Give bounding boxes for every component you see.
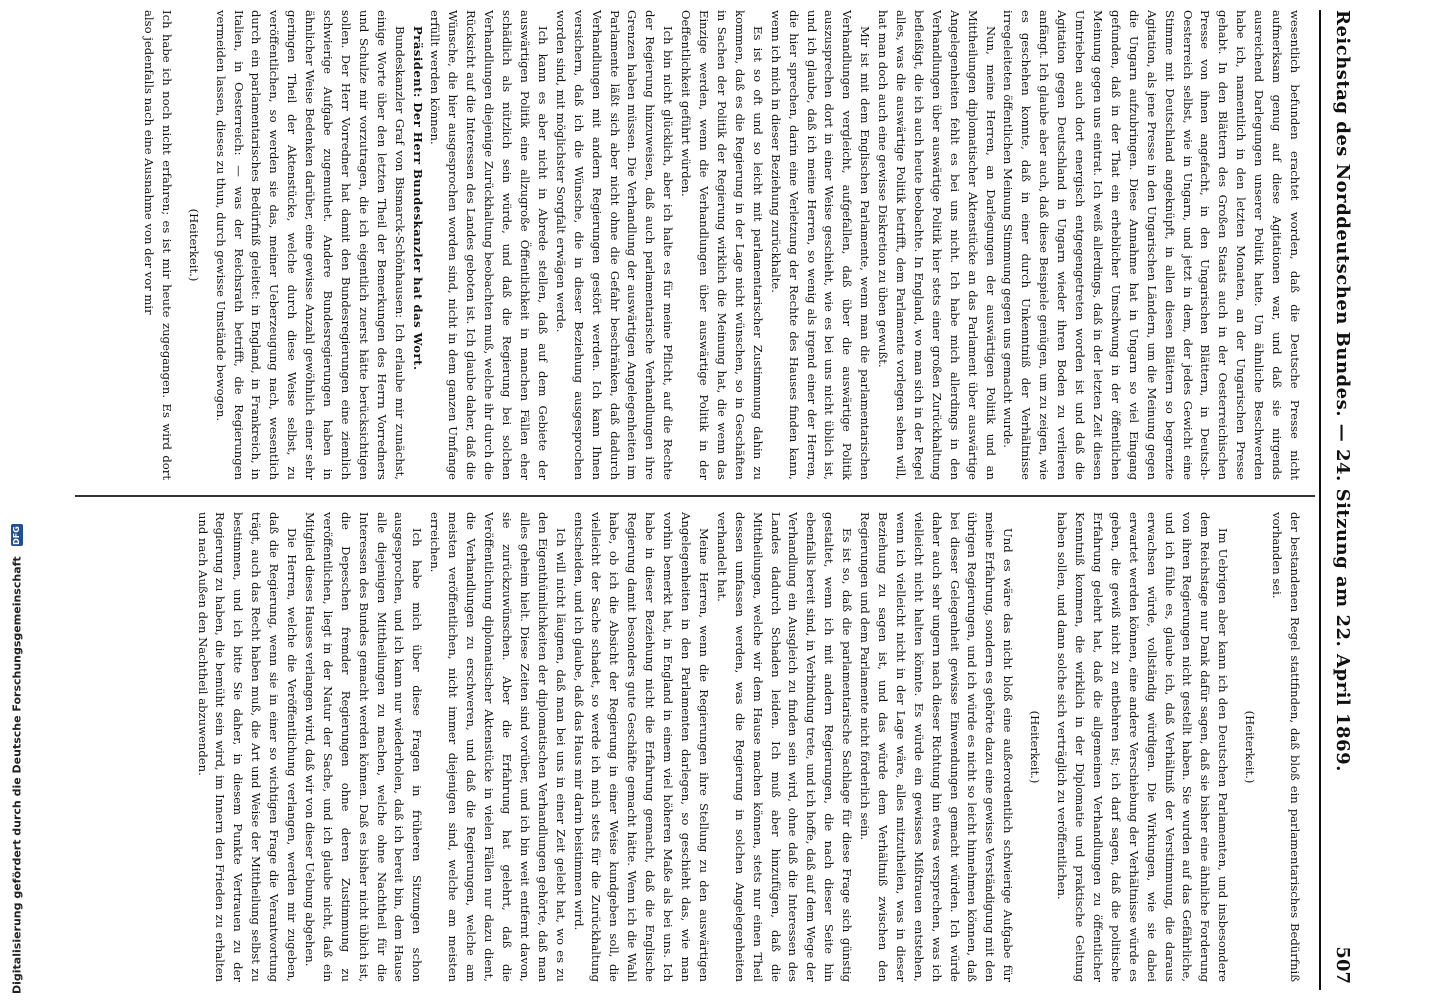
speech-paragraph: Bundeskanzler Graf von Bismarck-Schönhausen: Ich erlaube mir zunächst, einige Worte über den letzten Theil der Bemerkungen des Herrn Vorredners und Schulze mir vorzutragen, die ich eigentlich zuerst hätte berücksichtigen sollen. Der Herr Vorredner hat damit den Bundesregierungen eine ziemlich schwierige Aufgabe zugemuthet. Andere Bundesregierungen haben in ähnlicher Weise Bedenken darüber, eine gewisse Anzahl gewöhnlich einer sehr geringen Theil der Aktenstücke, welche durch diese Weise selbst, zu veröffentlichen, so werden sie das, meiner Ueberzeugung nach, wesentlich durch ein parlamentarisches Bedürfniß geleitet: in England, in Frankreich, in Italien, in Oesterreich: — was der Reichsrath betrifft, die Regierungen vermeiden lassen, dieses zu thun, durch gewisse Umstände bewogen. [213,10,407,480]
paragraph: Es ist so, daß die parlamentarische Sachlage für diese Frage sich günstig gestaltet, wenn ich mit andern Regierungen, die nach dieser Seite hin ebenfalls bereit sind, in Verbindung trete, und ich hoffe, daß auf dem Wege der Verhandlung ein Ausgleich zu finden sein wird, ohne daß die Interessen des Landes dadurch Schaden leiden. Ich muß aber hinzufügen, daß die Mittheilungen, welche wir dem Hause machen können, stets nur einen Theil dessen umfassen werden, was die Regierung in solchen Angelegenheiten verhandelt hat. [714,512,855,982]
dfg-logo-icon: DFG [12,526,21,545]
paragraph: Die Herren, welche die Veröffentlichung verlangen, werden mir zugeben, daß die Regierung, wenn sie in einer so wichtigen Frage die Verantwortung trägt, auch das Recht haben muß, die Art und Weise der Mittheilung selbst zu bestimmen, und ich bitte Sie daher, in diesem Punkte Vertrauen zu der Regierung zu haben, die bemüht sein wird, im Innern den Frieden zu erhalten und nach Außen den Nachtheil abzuwenden. [195,512,300,982]
attribution-text: Digitalisierung gefördert durch die Deutsche Forschungsgemeinschaft [10,556,24,994]
rotated-page [71,10,1361,990]
paragraph: Mir ist mit dem Englischen Parlamente, wenn man die parlamentarischen Verhandlungen vergleicht, aufgefallen, daß über die auswärtige Politik auszusprechen dort in einer Weise geschieht, wie es bei uns nicht üblich ist, und ich glaube, daß ich meine Herren, so wenig als irgend einer der Herren, die hier sprechen, darin eine Verletzung der Rechte des Hauses finden kann, wenn ich mich in dieser Beziehung zurückhalte. [768,10,873,480]
paragraph: Ich kann es aber nicht in Abrede stellen, daß auf dem Gebiete der auswärtigen Politik eine allzugroße Öffentlichkeit in manchen Fällen eher schädlich als nützlich sein würde, und daß die Regierung bei solchen Verhandlungen diejenige Zurückhaltung beobachten muß, welche ihr durch die Rücksicht auf die Interessen des Landes geboten ist. Ich glaube daher, daß die Wünsche, die hier ausgesprochen worden sind, nicht in dem ganzen Umfange erfüllt werden können. [428,10,550,480]
paragraph: Ich habe ich noch nicht erfahren; es ist mir heute zugegangen. Es wird dort also jedenfalls nach eine Ausnahme von der vor mir [141,10,174,480]
paragraph: Im Uebrigen aber kann ich den Deutschen Parlamenten, und insbesondere dem Reichstage nur Dank dafür sagen, daß sie bisher eine ähnliche Forderung von ihren Regierungen nicht gestellt haben. Sie wurden auf das Gefährliche, und ich fühle es, glaube ich, daß Verhältniß der Verstimmung, die daraus erwachsen würde, vollständig würdigen. Die Wirkungen, wie sie dabei erwartet werden können, eine andere Verschiebung der Verhältnisse würde es geben, die gewiß nicht zu entbehren ist; ich darf sagen, daß die politische Erfahrung gelehrt hat, daß die allgemeinen Verhandlungen zu öffentlicher Kenntniß kommen, die wirklich in der Diplomatie und praktische Geltung haben sollen, und dann solche sich verträglich zu veröffentlichen. [1055,512,1231,982]
stage-direction: (Heiterkeit.) [1028,710,1043,784]
paragraph: Ich will nicht läugnen, daß man bei uns in einer Zeit gelebt hat, wo es zu den Eigenthümlichkeiten der diplomatischen Verhandlungen gehörte, daß man alles geheim hielt. Diese Zeiten sind vorüber, und ich bin weit entfernt davon, sie zurückzuwünschen. Aber die Erfahrung hat gelehrt, daß die Veröffentlichung diplomatischer Aktenstücke in vielen Fällen nur dazu dient, die Verhandlungen zu erschweren, und daß die Regierungen, welche am meisten veröffentlichen, nicht immer diejenigen sind, welche am meisten erreichen. [428,512,568,982]
right-column [73,512,1303,982]
paragraph: Ich bin nicht glücklich, aber ich halte es für meine Pflicht, auf die Rechte der Regierung hinzuweisen, daß auch parlamentarische Verhandlungen ihre Grenzen haben müssen. Die Verhandlung der auswärtigen Angelegenheiten im Parlamente läßt sich aber nicht ohne die Gefahr beschränken, daß dadurch Verhandlungen mit andern Regierungen gestört werden. Ich kann Ihnen versichern, daß ich die Wünsche, die in dieser Beziehung ausgesprochen worden sind, mit möglichster Sorgfalt erwägen werde. [553,10,676,480]
paragraph: Ich habe mich über diese Fragen in früheren Sitzungen schon ausgesprochen, und ich kann nur wiederholen, daß ich bereit bin, dem Hause alle diejenigen Mittheilungen zu machen, welche ohne Nachtheil für die Interessen des Bundes gemacht werden können. Daß es bisher nicht üblich ist, die Depeschen fremder Regierungen ohne deren Zustimmung zu veröffentlichen, liegt in der Natur der Sache, und ich glaube nicht, daß ein Mitglied dieses Hauses verlangen wird, daß wir von dieser Uebung abgehen. [302,512,425,982]
paragraph: Es ist so oft und so leicht mit parlamentarischer Zustimmung dahin zu kommen, daß es die Regierung in der Lage nicht wünschen, so in Geschäften in Sachen der Politik der Regierung wirklich die Meinung hat, die wenn das Einzige werden, wenn die Verhandlungen über auswärtige Politik in der Oeffentlichkeit geführt würden. [679,10,765,480]
stage-direction: (Heiterkeit.) [1243,710,1258,784]
page-number: 507 [1332,946,1353,984]
left-column [73,10,1303,480]
running-title: Reichstag des Norddeutschen Bundes. — 24. Sitzung am 22. April 1869. [1332,10,1353,772]
page-header [1319,10,1361,990]
paragraph: Und es wäre das nicht bloß eine außerordentlich schwierige Aufgabe für meine Erfahrung, sondern es gehörte dazu eine gewisse Verständigung mit den übrigen Regierungen, und ich würde es nicht so leicht hinnehmen können, daß bei dieser Gelegenheit gewisse Einwendungen gemacht würden. Ich würde daher auch sehr ungern nach dieser Richtung hin etwas versprechen, was ich vielleicht nicht halten könnte. Es würde ein gewisses Mißtrauen entstehen, wenn ich vielleicht nicht in der Lage wäre, alles mitzutheilen, was in dieser Beziehung zu sagen ist, und das würde dem Verhältniß zwischen den Regierungen und dem Parlamente nicht förderlich sein. [858,512,1016,982]
paragraph: der bestandenen Regel stattfinden, daß bloß ein parlamentarisches Bedürfniß vorhanden sei. [1270,512,1302,982]
digitization-attribution [10,524,24,994]
column-divider [75,495,1315,497]
paragraph: Nun, meine Herren, an Darlegungen der auswärtigen Politik und an Mittheilungen diplomatischer Aktenstücke an das Parlament über auswärtige Angelegenheiten fehlt es bei uns nicht. Ich habe mich allerdings in den Verhandlungen über auswärtige Politik hier stets einer großen Zurückhaltung befleißigt, die ich auch heute beobachte. In England, wo man sich in der Regel alles, was die auswärtige Politik betrifft, dem Parlamente vorlegen sehen will, hat man doch auch eine gewisse Diskretion zu üben gewußt. [876,10,998,480]
stage-direction: (Heiterkeit.) [186,208,201,282]
paragraph: wesentlich befunden erachtet worden, daß die Deutsche Presse nicht aufmerksam genug auf diese Agitationen war, und daß sie nirgends ausreichend Darlegungen unserer Politik hatte. Um ähnliche Beschwerden habe ich, namentlich in den letzten Monaten, an der Ungarischen Presse gehabt. In den Blättern des Großen Staats auch in der Oesterreichischen Presse von ihnen angefacht, in den Ungarischen Blättern, in Deutsch-Oesterreich selbst, wie in Ungarn, und jetzt in dem, der jedes Gewicht eine Stimme mit Deutschland angeknüpft, in allen diesen Blättern so begrenzte Agitation, als jene Presse in den Ungarischen Ländern, um die Meinung gegen die Ungarn aufzubringen. Diese Annahme hat in Ungarn so viel Eingang gefunden, daß in der That ein erheblicher Umschwung in der öffentlichen Meinung gegen uns eintrat. Ich weiß allerdings, daß in der letzten Zeit diesen Umtrieben auch dort energisch entgegengetreten worden ist und daß die Agitation gegen Deutschland in Ungarn wieder ihren Boden zu verlieren anfängt. Ich glaube aber auch, daß diese Beispiele genügen, um zu zeigen, wie es geschehen konnte, daß in einer durch Unkenntniß der Verhältnisse irregeleiteten öffentlichen Meinung Stimmung gegen uns gemacht wurde. [1001,10,1302,480]
paragraph: Meine Herren, wenn die Regierungen ihre Stellung zu den auswärtigen Angelegenheiten in den Parlamenten darlegen, so geschieht das, wie man vorhin bemerkt hat, in England in einem viel höheren Maße als bei uns. Ich habe in dieser Beziehung nicht die Erfahrung gemacht, daß die Englische Regierung damit besonders gute Geschäfte gemacht hätte. Wenn ich die Wahl habe, ob ich die Absicht der Regierung in einer Weise kundgeben soll, die vielleicht der Sache schadet, so werde ich mich stets für die Zurückhaltung entscheiden, und ich glaube, daß das Haus mir darin beistimmen wird. [571,512,711,982]
speaker-line: Präsident: Der Herr Bundeskanzler hat das Wort. [410,26,425,371]
